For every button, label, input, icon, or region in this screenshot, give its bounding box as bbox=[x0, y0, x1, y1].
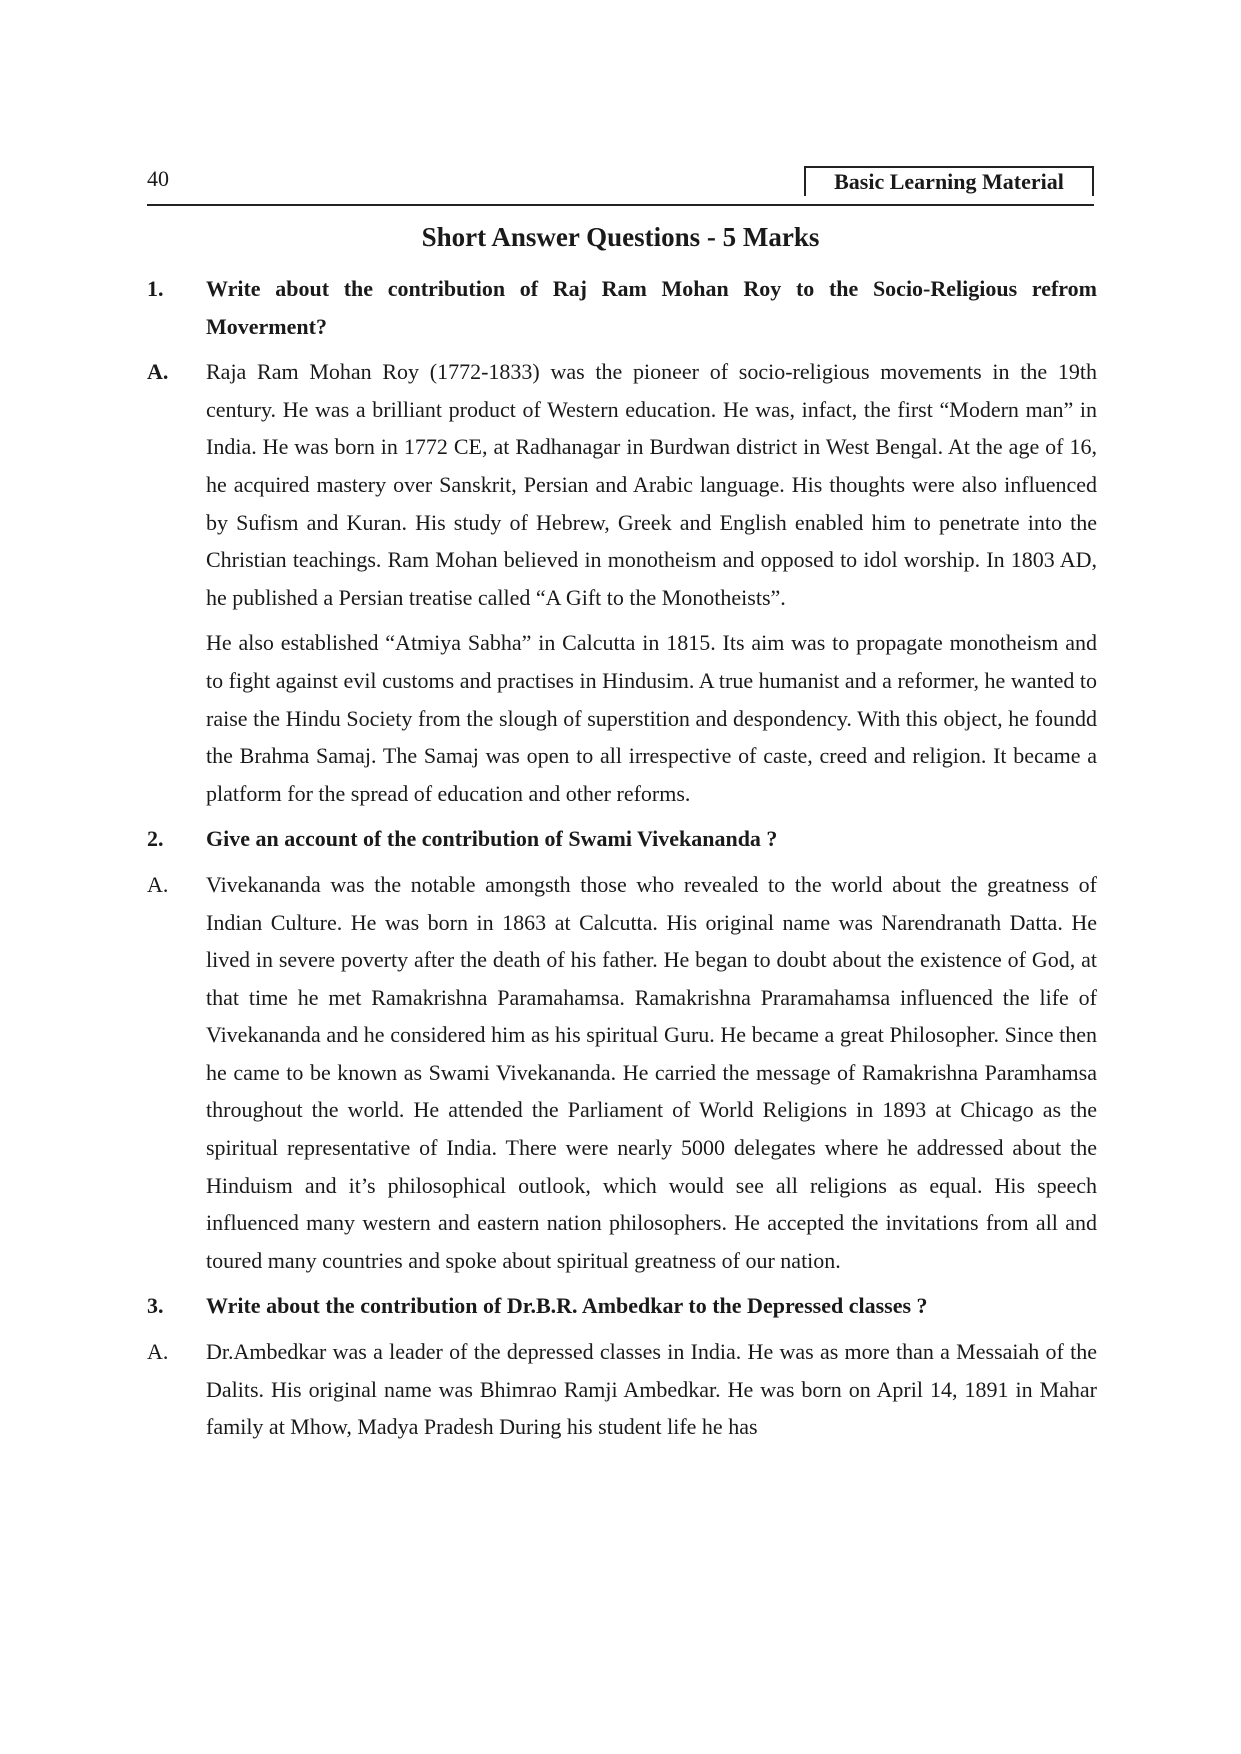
header-title-box: Basic Learning Material bbox=[804, 166, 1094, 196]
answer-paragraph: Raja Ram Mohan Roy (1772-1833) was the pioneer of socio-religious movements in the 19th century. He was a brilliant product of Western education. He was, infact, the first “Modern man” in India. He was born in 1772 CE, at Radhanagar in Burdwan district in West Bengal. At the age of 16, he acquired mastery over Sanskrit, Persian and Arabic language. His thoughts were also influenced by Sufism and Kuran. His study of Hebrew, Greek and English enabled him to penetrate into the Christian teachings. Ram Mohan believed in monotheism and opposed to idol worship. In 1803 AD, he published a Persian treatise called “A Gift to the Monotheists”. bbox=[206, 359, 1097, 610]
question-1 bbox=[147, 270, 1097, 345]
question-text: Write about the contribution of Dr.B.R. Ambedkar to the Depressed classes ? bbox=[206, 1293, 928, 1319]
answer-paragraph: He also established “Atmiya Sabha” in Calcutta in 1815. Its aim was to propagate monotheism and to fight against evil customs and practises in Hindusim. A true humanist and a reformer, he wanted to raise the Hindu Society from the slough of superstition and despondency. With this object, he foundd the Brahma Samaj. The Samaj was open to all irrespective of caste, creed and religion. It became a platform for the spread of education and other reforms. bbox=[206, 630, 1097, 806]
answer-label: A. bbox=[147, 1339, 169, 1365]
question-text: Give an account of the contribution of Swami Vivekananda ? bbox=[206, 826, 778, 852]
answer-3 bbox=[147, 1333, 1097, 1446]
page-header bbox=[147, 160, 1094, 206]
document-body bbox=[147, 270, 1097, 1454]
section-title: Short Answer Questions - 5 Marks bbox=[421, 222, 820, 252]
question-number: 3. bbox=[147, 1293, 164, 1319]
answer-1 bbox=[147, 353, 1097, 812]
page-number: 40 bbox=[147, 166, 169, 191]
question-number: 2. bbox=[147, 826, 164, 852]
answer-label: A. bbox=[147, 871, 169, 897]
question-text: Write about the contribution of Raj Ram Mohan Roy to the Socio-Religious refrom Moverment? bbox=[206, 276, 1097, 339]
question-3 bbox=[147, 1287, 1097, 1325]
answer-paragraph: Vivekananda was the notable amongsth those who revealed to the world about the greatness of Indian Culture. He was born in 1863 at Calcutta. His original name was Narendranath Datta. He lived in severe poverty after the death of his father. He began to doubt about the existence of God, at that time he met Ramakrishna Paramahamsa. Ramakrishna Praramahamsa influenced the life of Vivekananda and he considered him as his spiritual Guru. He became a great Philosopher. Since then he came to be known as Swami Vivekananda. He carried the message of Ramakrishna Paramhamsa throughout the world. He attended the Parliament of World Religions in 1893 at Chicago as the spiritual representative of India. There were nearly 5000 delegates where he addressed about the Hinduism and it’s philosophical outlook, which would see all religions as equal. His speech influenced many western and eastern nation philosophers. He accepted the invitations from all and toured many countries and spoke about spiritual greatness of our nation. bbox=[206, 871, 1097, 1273]
question-2 bbox=[147, 820, 1097, 858]
answer-label: A. bbox=[147, 359, 169, 385]
answer-paragraph: Dr.Ambedkar was a leader of the depressed classes in India. He was as more than a Messaiah of the Dalits. His original name was Bhimrao Ramji Ambedkar. He was born on April 14, 1891 in Mahar family at Mhow, Madya Pradesh During his student life he has bbox=[206, 1339, 1097, 1440]
question-number: 1. bbox=[147, 276, 164, 301]
answer-2 bbox=[147, 866, 1097, 1280]
